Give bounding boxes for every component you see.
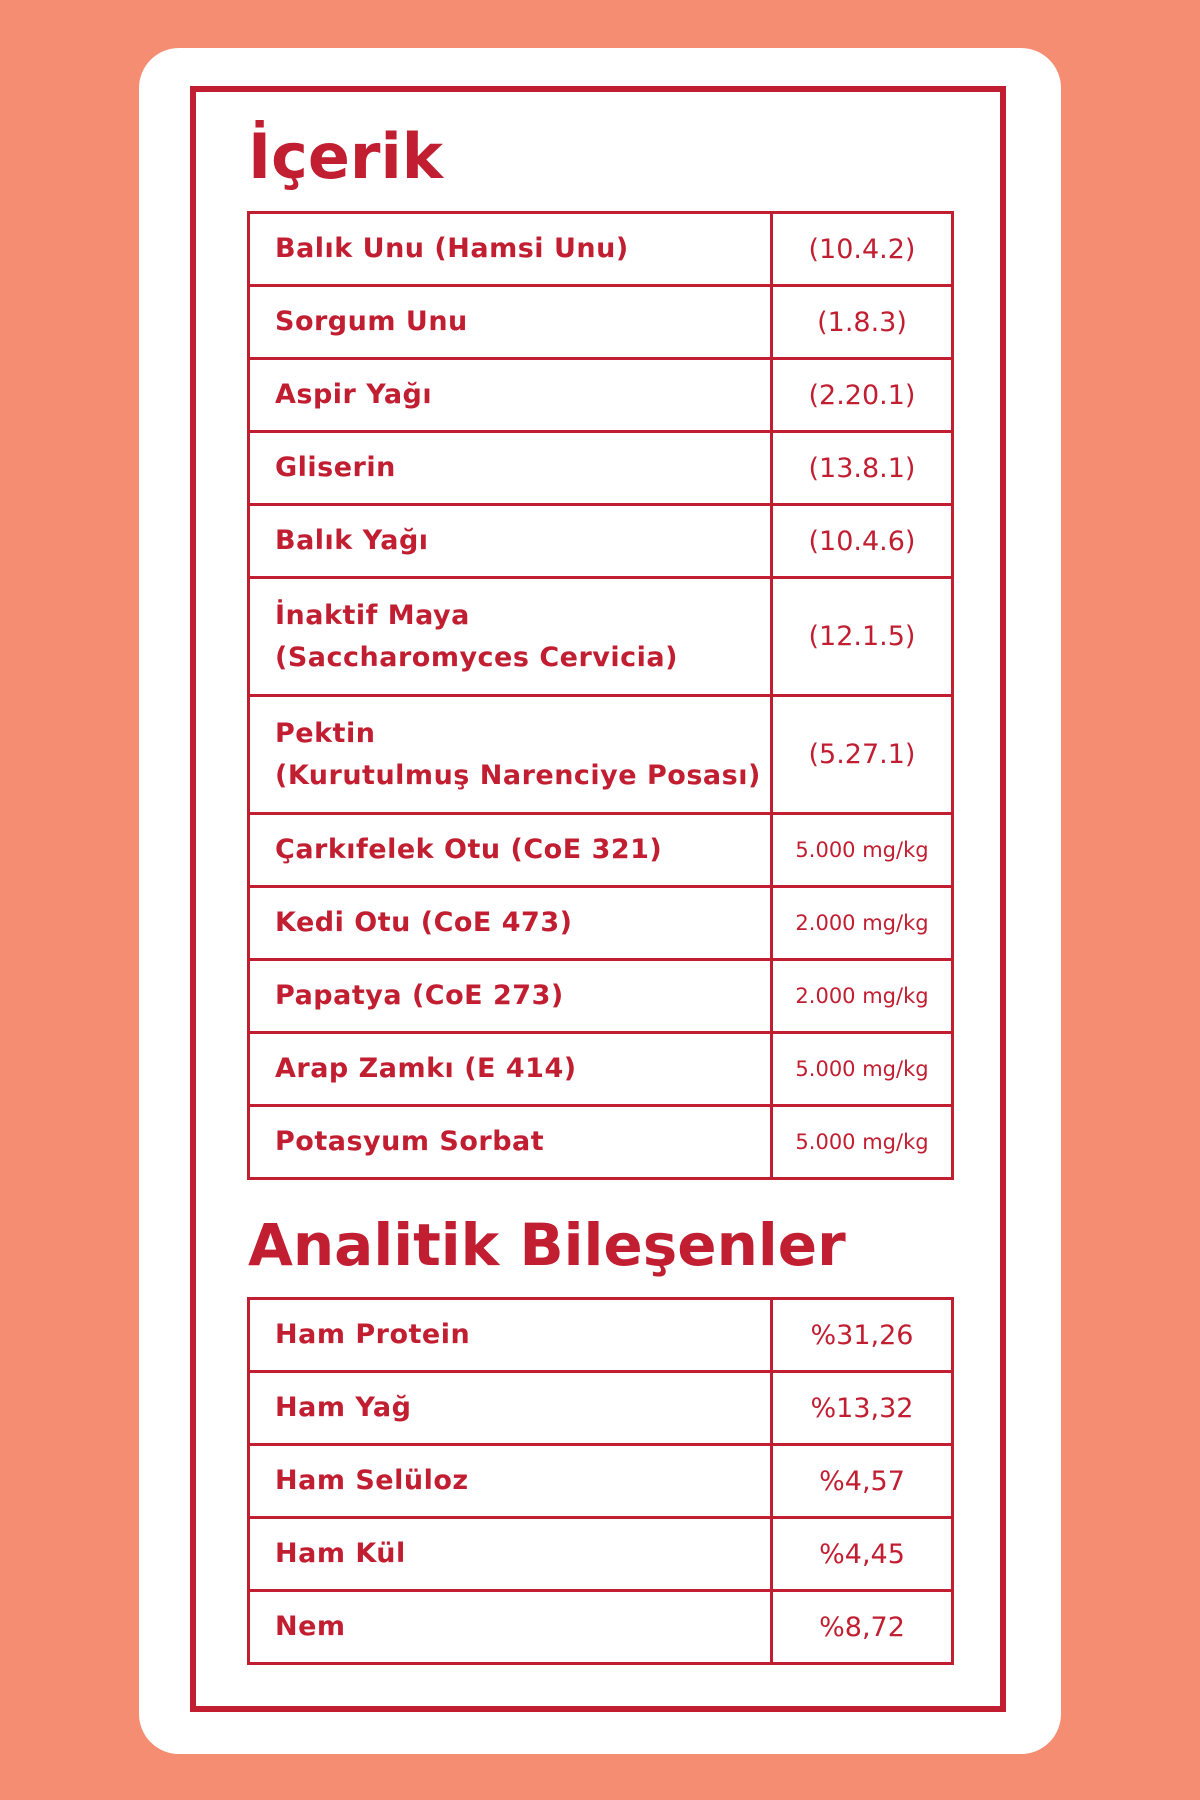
table-row <box>249 1106 953 1179</box>
table-row <box>249 1591 953 1664</box>
analytic-name: Ham Yağ <box>249 1372 772 1445</box>
ingredient-name: İnaktif Maya <box>275 599 470 631</box>
ingredient-value: (10.4.2) <box>772 213 953 286</box>
table-row <box>249 359 953 432</box>
table-row <box>249 1518 953 1591</box>
ingredient-name: Papatya (CoE 273) <box>249 960 772 1033</box>
ingredient-value: (1.8.3) <box>772 286 953 359</box>
table-row <box>249 578 953 696</box>
ingredient-value: 5.000 mg/kg <box>772 814 953 887</box>
ingredient-value: (2.20.1) <box>772 359 953 432</box>
ingredient-name: Çarkıfelek Otu (CoE 321) <box>249 814 772 887</box>
ingredient-name: Gliserin <box>249 432 772 505</box>
analytic-value: %13,32 <box>772 1372 953 1445</box>
analytic-value: %31,26 <box>772 1299 953 1372</box>
table-row <box>249 814 953 887</box>
analytics-title: Analitik Bileşenler <box>248 1211 846 1279</box>
table-row <box>249 1372 953 1445</box>
analytics-table <box>247 1297 954 1665</box>
ingredient-value: (5.27.1) <box>772 696 953 814</box>
table-row <box>249 887 953 960</box>
ingredient-name: Aspir Yağı <box>249 359 772 432</box>
ingredients-table <box>247 211 954 1180</box>
ingredients-title: İçerik <box>248 120 443 193</box>
table-row <box>249 1299 953 1372</box>
ingredient-name-cell <box>249 578 772 696</box>
ingredient-value: (10.4.6) <box>772 505 953 578</box>
ingredient-name: Pektin <box>275 717 376 749</box>
analytic-name: Ham Selüloz <box>249 1445 772 1518</box>
table-row <box>249 505 953 578</box>
ingredient-subname: (Saccharomyces Cervicia) <box>275 641 678 673</box>
ingredient-name: Kedi Otu (CoE 473) <box>249 887 772 960</box>
analytic-name: Ham Protein <box>249 1299 772 1372</box>
table-row <box>249 1033 953 1106</box>
ingredient-name-cell <box>249 696 772 814</box>
ingredient-name: Sorgum Unu <box>249 286 772 359</box>
table-row <box>249 696 953 814</box>
ingredient-value: (13.8.1) <box>772 432 953 505</box>
table-row <box>249 1445 953 1518</box>
ingredient-value: 2.000 mg/kg <box>772 887 953 960</box>
ingredient-value: (12.1.5) <box>772 578 953 696</box>
analytic-value: %4,57 <box>772 1445 953 1518</box>
analytic-value: %8,72 <box>772 1591 953 1664</box>
ingredient-value: 2.000 mg/kg <box>772 960 953 1033</box>
table-row <box>249 213 953 286</box>
table-row <box>249 432 953 505</box>
analytic-name: Nem <box>249 1591 772 1664</box>
table-row <box>249 286 953 359</box>
ingredient-subname: (Kurutulmuş Narenciye Posası) <box>275 759 761 791</box>
ingredient-name: Arap Zamkı (E 414) <box>249 1033 772 1106</box>
table-row <box>249 960 953 1033</box>
ingredient-value: 5.000 mg/kg <box>772 1033 953 1106</box>
ingredient-name: Balık Yağı <box>249 505 772 578</box>
ingredient-value: 5.000 mg/kg <box>772 1106 953 1179</box>
analytic-value: %4,45 <box>772 1518 953 1591</box>
ingredient-name: Potasyum Sorbat <box>249 1106 772 1179</box>
analytic-name: Ham Kül <box>249 1518 772 1591</box>
ingredient-name: Balık Unu (Hamsi Unu) <box>249 213 772 286</box>
